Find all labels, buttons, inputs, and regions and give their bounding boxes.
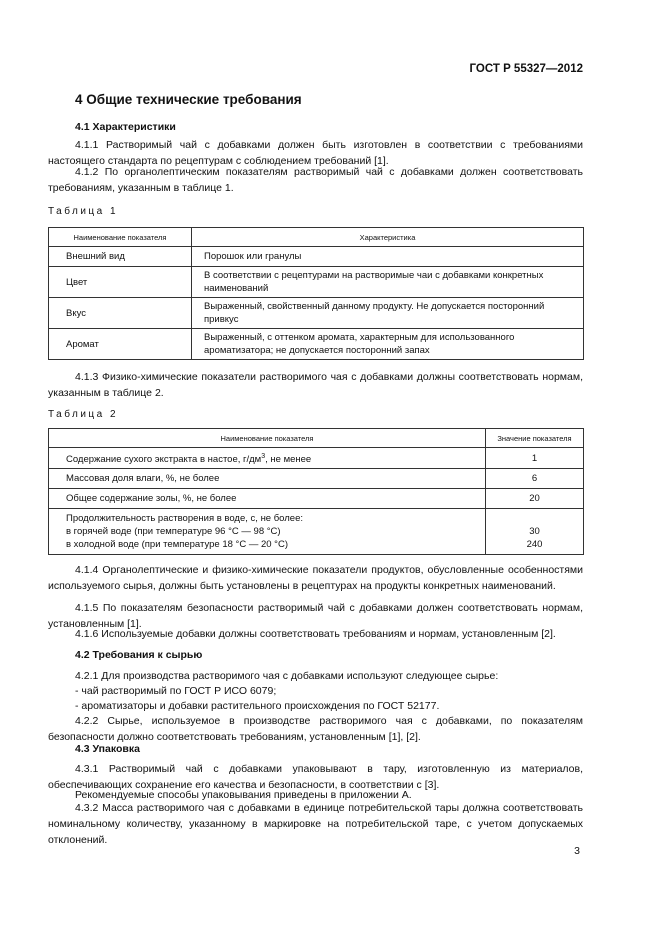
paragraph-4-1-6: 4.1.6 Используемые добавки должны соответствовать требованиям и нормам, установленным [2].: [75, 628, 556, 640]
list-item: - чай растворимый по ГОСТ Р ИСО 6079;: [75, 685, 277, 697]
table-cell: Цвет: [49, 267, 192, 298]
column-header: Значение показателя: [486, 429, 584, 448]
table-2: [48, 428, 584, 555]
section-4-2-title: 4.2 Требования к сырью: [75, 649, 203, 661]
table-cell: 6: [486, 469, 584, 489]
table-cell: 20: [486, 489, 584, 509]
table-row: [49, 489, 584, 509]
paragraph-4-3-2: 4.3.2 Масса растворимого чая с добавками в единице потребительской тары должна соответствовать номинальному количеству, указанному в маркировке на потребительской таре, с учетом допускаемых отклонений.: [48, 802, 583, 846]
table-1: [48, 227, 584, 360]
paragraph-4-3-1: 4.3.1 Растворимый чай с добавками упаковывают в тару, изготовленную из материалов, обеспечивающих сохранение его качества и безопасности, в соответствии с [3].: [48, 763, 583, 791]
table-cell: Общее содержание золы, %, не более: [49, 489, 486, 509]
list-item: - ароматизаторы и добавки растительного происхождения по ГОСТ 52177.: [75, 700, 440, 712]
table-cell: Выраженный, с оттенком аромата, характерным для использованного ароматизатора; не допускается посторонний запах: [192, 329, 584, 360]
indicator-name-tail: , не менее: [265, 454, 312, 466]
table-cell: 1: [486, 448, 584, 469]
document-id: ГОСТ Р 55327—2012: [469, 63, 583, 75]
paragraph-4-2-1: 4.2.1 Для производства растворимого чая с добавками используют следующее сырье:: [75, 670, 499, 682]
table-row: [49, 267, 584, 298]
table-cell: Выраженный, свойственный данному продукту. Не допускается посторонний привкус: [192, 298, 584, 329]
paragraph-4-1-5: 4.1.5 По показателям безопасности растворимый чай с добавками должен соответствовать нормам, установленным [1].: [48, 602, 583, 630]
table-header-row: [49, 228, 584, 247]
table-cell: Порошок или гранулы: [192, 247, 584, 267]
column-header: Характеристика: [192, 228, 584, 247]
table-cell: Аромат: [49, 329, 192, 360]
table-header-row: [49, 429, 584, 448]
indicator-name: Содержание сухого экстракта в настое, г/дм: [66, 454, 262, 466]
table-row: [49, 509, 584, 555]
table-cell: [49, 448, 486, 469]
paragraph-4-3-1-note: Рекомендуемые способы упаковывания приведены в приложении А.: [75, 789, 412, 801]
cell-line: в холодной воде (при температуре 18 °С — 20 °С): [66, 539, 288, 551]
paragraph-4-1-4: 4.1.4 Органолептические и физико-химические показатели продуктов, обусловленные особенностями используемого сырья, должны быть установлены в рецептурах на продукты конкретных наименований.: [48, 564, 583, 592]
table-row: [49, 329, 584, 360]
column-header: Наименование показателя: [49, 228, 192, 247]
table-cell: Массовая доля влаги, %, не более: [49, 469, 486, 489]
cell-value: 30: [529, 526, 540, 538]
paragraph-4-2-2: 4.2.2 Сырье, используемое в производстве растворимого чая с добавками, по показателям безопасности должно соответствовать требованиям, установленным [1], [2].: [48, 715, 583, 743]
table-row: [49, 448, 584, 469]
page-number: 3: [574, 845, 580, 857]
paragraph-4-1-2: 4.1.2 По органолептическим показателям растворимый чай с добавками должен соответствовать требованиям, указанным в таблице 1.: [48, 166, 583, 194]
section-4-3-title: 4.3 Упаковка: [75, 743, 140, 755]
table-1-label: Таблица 1: [48, 206, 119, 217]
superscript: 3: [261, 453, 266, 460]
table-cell: Внешний вид: [49, 247, 192, 267]
table-row: [49, 247, 584, 267]
table-2-label: Таблица 2: [48, 409, 119, 420]
paragraph-4-1-3: 4.1.3 Физико-химические показатели растворимого чая с добавками должны соответствовать нормам, указанным в таблице 2.: [48, 371, 583, 399]
column-header: Наименование показателя: [49, 429, 486, 448]
table-cell: [486, 509, 584, 555]
cell-line: Продолжительность растворения в воде, с, не более:: [66, 513, 303, 525]
table-cell: В соответствии с рецептурами на растворимые чаи с добавками конкретных наименований: [192, 267, 584, 298]
table-cell: Вкус: [49, 298, 192, 329]
table-cell: [49, 509, 486, 555]
cell-line: в горячей воде (при температуре 96 °С — 98 °С): [66, 526, 281, 538]
cell-value: 240: [526, 539, 543, 551]
section-4-title: 4 Общие технические требования: [75, 92, 302, 107]
table-row: [49, 469, 584, 489]
table-row: [49, 298, 584, 329]
paragraph-4-1-1: 4.1.1 Растворимый чай с добавками должен быть изготовлен в соответствии с требованиями настоящего стандарта по рецептурам с соблюдением требований [1].: [48, 139, 583, 167]
section-4-1-title: 4.1 Характеристики: [75, 121, 176, 133]
